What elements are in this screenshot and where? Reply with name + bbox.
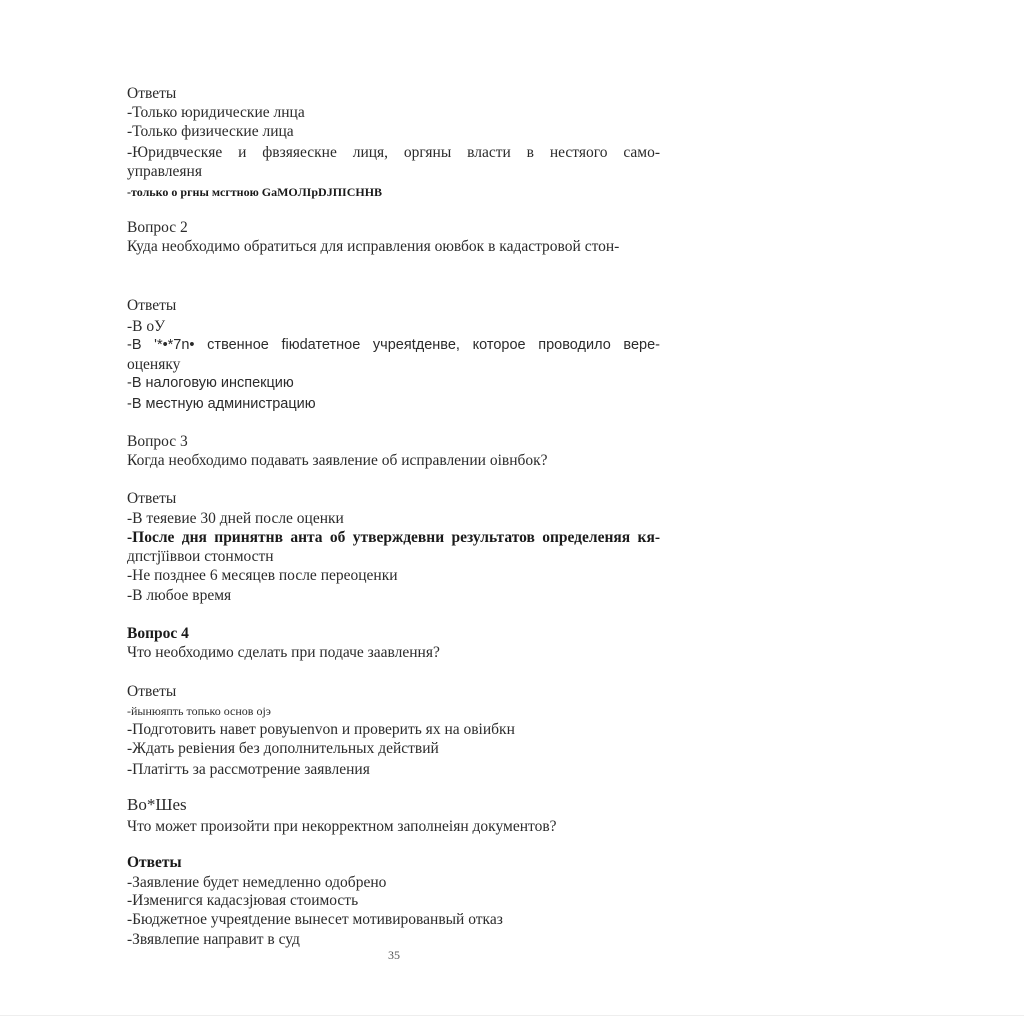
answer-line: -Звявлепие направит в суд [127,931,300,948]
answer-line: -В теяевие 30 дней после оценки [127,510,344,527]
answer-line: -Только юридические лнца [127,104,305,121]
question-heading-3: Вопрос 3 [127,433,188,450]
answer-line: -В местную администрацию [127,396,316,412]
question-heading-4: Вопрос 4 [127,625,189,642]
answers-heading-5: Ответы [127,854,182,871]
answer-line-continued: дпстjїiввои стонмостн [127,548,274,565]
answer-line: -В '*•*7n• ственное fiюdатетное учреяtденве, которое проводило вере- [127,337,660,353]
answers-heading-4: Ответы [127,683,177,700]
answer-line: -Подготовить навет ровуыenvon и проверить ях на овiибкн [127,721,515,738]
question-heading-2: Вопрос 2 [127,219,188,236]
answer-line-continued: оценяку [127,356,181,373]
question-text-5: Что может произойти при некорректном заполнеіян документов? [127,818,557,835]
answer-line: -Изменигся кадасзjювая стоимость [127,892,359,909]
answer-line: -Не позднее 6 месяцев после переоценки [127,567,398,584]
answers-heading-3: Ответы [127,490,177,507]
answer-line: -После дня принятнв анта об утверждевни результатов определеняя кя- [127,529,660,546]
question-heading-5: Во*Шеs [127,795,187,814]
answer-line: -Бюджетное учреяtдение вынесет мотивированвый отказ [127,911,503,928]
answer-line: -йынюяпть топько основ оjэ [127,704,271,718]
answer-line: -только о ргны мсгтною GaMOЛIpDJПICHНВ [127,185,383,199]
question-text-3: Когда необходимо подавать заявление об исправлении оівнбок? [127,452,548,469]
answer-line: -Только физические лица [127,123,294,140]
answer-line-continued: управлеяня [127,163,202,180]
page-bottom-edge [0,1015,1024,1016]
answers-heading-1: Ответы [127,85,177,102]
answers-heading-2: Ответы [127,297,177,314]
answer-line: -В налоговую инспекцию [127,375,294,391]
answer-line: -Ждать ревіения без дополнительных действий [127,740,439,757]
answer-line: -Заявление будет немедленно одобрено [127,874,387,891]
answer-line: -Юридвческяе и фвзяяескне лиця, оргяны власти в нестяого само- [127,144,660,161]
answer-line: -В оУ [127,318,166,335]
question-text-4: Что необходимо сделать при подаче заавлення? [127,644,440,661]
page-number: 35 [388,948,400,962]
answer-line: -В любое время [127,587,232,604]
question-text-2: Куда необходимо обратиться для исправления оювбок в кадастровой стон- [127,238,620,255]
answer-line: -Платiгть за рассмотрение заявления [127,761,370,778]
